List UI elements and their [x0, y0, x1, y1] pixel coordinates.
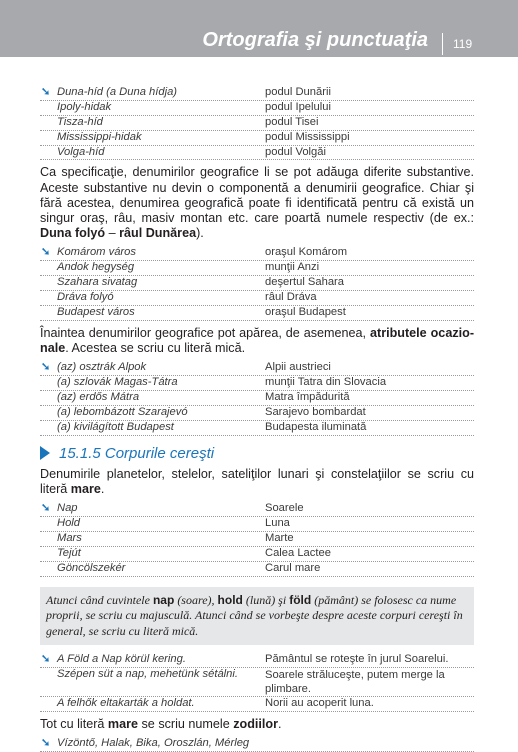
table-row: Szépen süt a nap, mehetünk sétálni. Soarele străluceşte, putem merge la plimbare. — [40, 668, 474, 697]
arrow-down-right-icon: ➘ — [41, 86, 51, 98]
page-content — [40, 86, 474, 752]
example-table-zodiac — [40, 737, 474, 752]
table-row: ➘ A Föld a Nap körül kering. Pământul se roteşte în jurul Soarelui. — [40, 653, 474, 668]
example-table-bridges — [40, 86, 474, 160]
table-row: Dráva folyó râul Dráva — [40, 291, 474, 306]
table-row: (a) szlovák Magas-Tátra munţii Tatra din Slovacia — [40, 376, 474, 391]
paragraph: Tot cu literă mare se scriu numele zodiilor. — [40, 717, 282, 732]
paragraph: Înaintea denumirilor geografice pot apărea, de asemenea, atributele ocazionale. Acestea se scriu cu literă mică. — [40, 325, 475, 356]
table-row: A felhők eltakarták a holdat. Norii au acoperit luna. — [40, 697, 474, 712]
example-table-celestial — [40, 502, 474, 576]
table-row: Andok hegység munţii Anzi — [40, 261, 474, 276]
section-title: 15.1.5 Corpurile cereşti — [59, 444, 215, 462]
table-row: Göncölszekér Carul mare — [40, 562, 474, 577]
table-row: (a) lebombázott Szarajevó Sarajevo bombardat — [40, 406, 474, 421]
note-box: Atunci când cuvintele nap (soare), hold (lună) şi föld (pământ) se folosesc ca nume proprii, se scriu cu majusculă. Atunci când se vorbeşte despre aceste corpuri cereşti în general, se scriu cu literă mică. — [40, 587, 474, 646]
table-row: Mars Marte — [40, 532, 474, 547]
table-row: ➘ Duna-híd (a Duna hídja) podul Dunării — [40, 86, 474, 101]
arrow-down-right-icon: ➘ — [41, 737, 51, 750]
paragraph: Ca specificaţie, denumirilor geografice li se pot adăuga diferite substantive. Aceste substantive nu devin o componentă a denumirii geografice. Chiar şi fără acestea, denumirea geografică poate fi identificată pentru că există un singur oraş, râu, masiv montan etc. care poartă numele respectiv (de ex.: Duna folyó – râul Dunărea). — [40, 165, 474, 241]
paragraph: Denumirile planetelor, stelelor, sateliţilor lunari şi constelaţiilor se scriu cu literă mare. — [40, 466, 474, 496]
table-row: ➘ Nap Soarele — [40, 502, 474, 517]
chapter-title: Ortografia şi punctuaţia — [202, 29, 428, 51]
table-row: Mississippi-hidak podul Mississippi — [40, 131, 474, 146]
arrow-down-right-icon: ➘ — [41, 502, 51, 515]
table-row: ➘ Vízöntő, Halak, Bika, Oroszlán, Mérleg — [40, 737, 474, 752]
table-row: Szahara sivatag deşertul Sahara — [40, 276, 474, 291]
table-row: (az) erdős Mátra Matra împădurită — [40, 391, 474, 406]
table-row: Ipoly-hidak podul Ipelului — [40, 101, 474, 116]
triangle-right-icon — [40, 446, 50, 460]
page-header — [0, 0, 518, 57]
example-table-geographic — [40, 246, 474, 320]
arrow-down-right-icon: ➘ — [41, 246, 51, 259]
table-row: (a) kivilágított Budapest Budapesta iluminată — [40, 421, 474, 436]
table-row: ➘ Komárom város oraşul Komárom — [40, 246, 474, 261]
table-row: Tisza-híd podul Tisei — [40, 116, 474, 131]
arrow-down-right-icon: ➘ — [41, 653, 51, 666]
arrow-down-right-icon: ➘ — [41, 361, 51, 374]
table-row: Volga-híd podul Volgăi — [40, 146, 474, 161]
header-divider — [442, 33, 443, 55]
table-row: Hold Luna — [40, 517, 474, 532]
example-table-attributes — [40, 361, 474, 435]
table-row: ➘ (az) osztrák Alpok Alpii austrieci — [40, 361, 474, 376]
table-row: Tejút Calea Lactee — [40, 547, 474, 562]
example-table-sentences — [40, 653, 474, 712]
page-number: 119 — [453, 37, 473, 51]
section-heading — [40, 445, 474, 462]
table-row: Budapest város oraşul Budapest — [40, 306, 474, 321]
